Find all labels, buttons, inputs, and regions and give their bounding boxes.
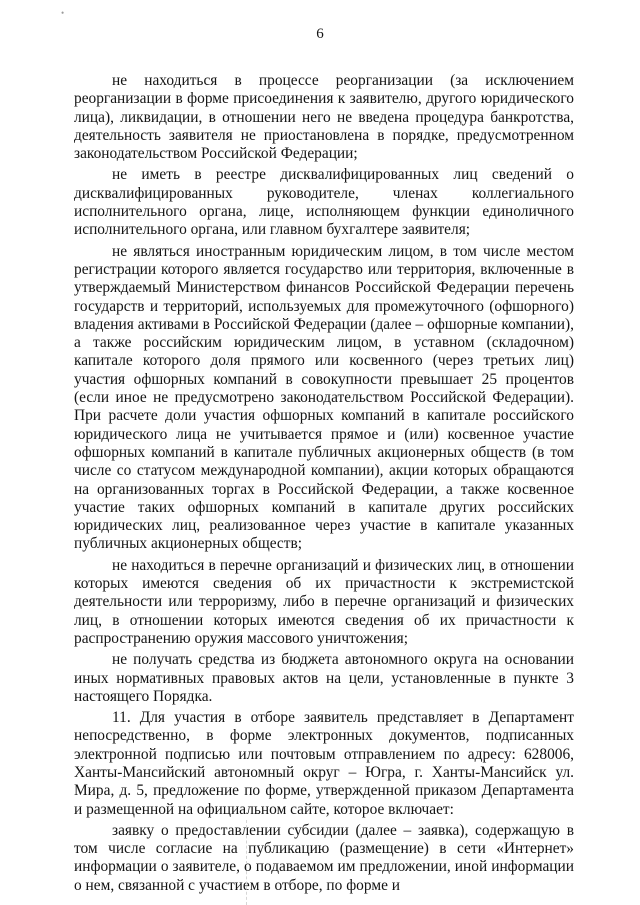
scan-artifact-mark: •: [61, 8, 65, 18]
paragraph-not-extremism-list: не находиться в перечне организаций и физических лиц, в отношении которых имеются сведения об их причастности к экстремистской деятельности или терроризму, либо в перечне организаций и физических лиц, в отношении которых имеются сведения об их причастности к распространению оружия массового уничтожения;: [74, 556, 574, 647]
paragraph-no-reorganization: не находиться в процессе реорганизации (за исключением реорганизации в форме присоединения к заявителю, другого юридического лица), ликвидации, в отношении него не введена процедура банкротства, деятельность заявителя не приостановлена в порядке, предусмотренном законодательством Российской Федерации;: [74, 72, 574, 163]
page-number: 6: [316, 26, 324, 42]
paragraph-no-other-budget-funds: не получать средства из бюджета автономного округа на основании иных нормативных правовых актов на цели, установленные в пункте 3 настоящего Порядка.: [74, 651, 574, 705]
paragraph-not-foreign-entity: не являться иностранным юридическим лицом, в том числе местом регистрации которого является государство или территория, включенные в утверждаемый Министерством финансов Российской Федерации перечень государств и территорий, используемых для промежуточного (офшорного) владения активами в Российской Федерации (далее – офшорные компании), а также российским юридическим лицом, в уставном (складочном) капитале которого доля прямого или косвенного (через третьих лиц) участия офшорных компаний в совокупности превышает 25 процентов (если иное не предусмотрено законодательством Российской Федерации). При расчете доли участия офшорных компаний в капитале российского юридического лица не учитывается прямое и (или) косвенное участие офшорных компаний в капитале публичных акционерных обществ (в том числе со статусом международной компании), акции которых обращаются на организованных торгах в Российской Федерации, а также косвенное участие таких офшорных компаний в капитале других российских юридических лиц, реализованное через участие в капитале указанных публичных акционерных обществ;: [74, 242, 574, 553]
scan-fold-line: [246, 820, 247, 905]
paragraph-no-disqualified-persons: не иметь в реестре дисквалифицированных лиц сведений о дисквалифицированных руководителе, членах коллегиального исполнительного органа, лице, исполняющем функции единоличного исполнительного органа, или главном бухгалтере заявителя;: [74, 166, 574, 239]
paragraph-application: заявку о предоставлении субсидии (далее – заявка), содержащую в том числе согласие на публикацию (размещение) в сети «Интернет» информации о заявителе, о подаваемом им предложении, иной информации о нем, связанной с участием в отборе, по форме и: [74, 821, 574, 894]
document-body: [74, 72, 574, 895]
paragraph-clause-11: 11. Для участия в отборе заявитель представляет в Департамент непосредственно, в форме электронных документов, подписанных электронной подписью или почтовым отправлением по адресу: 628006, Ханты-Мансийский автономный округ – Югра, г. Ханты-Мансийск ул. Мира, д. 5, предложение по форме, утвержденной приказом Департамента и размещенной на официальном сайте, которое включает:: [74, 709, 574, 818]
